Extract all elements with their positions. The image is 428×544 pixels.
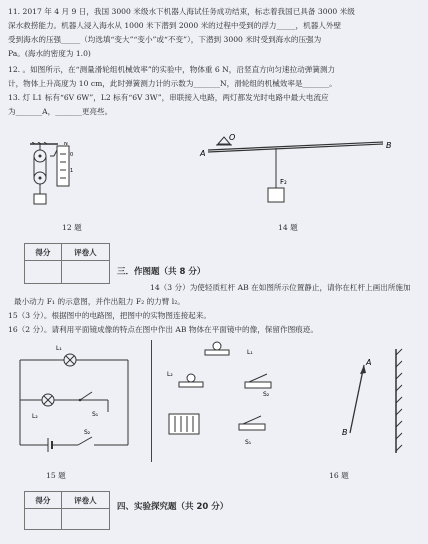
q14-line-2: 最小动力 F₁ 的示意图，并作出阻力 F₂ 的力臂 l₂。 (14, 297, 185, 306)
r15-s2-label: S₂ (263, 391, 270, 398)
ab-a-label: A (366, 358, 372, 367)
score-label-2: 得分 (25, 492, 62, 509)
reviewer-label-2: 评卷人 (61, 492, 109, 509)
pulley-figure (28, 142, 76, 214)
q11-line-4: Pa。(海水的密度为 1.0) (8, 49, 91, 58)
c15-l1-label: L₁ (56, 345, 62, 352)
section3-heading: 三．作图题（共 8 分） (117, 267, 206, 277)
pulley-n-label: N (64, 142, 68, 147)
q11-line-1: 11. 2017 年 4 月 9 日，我国 3000 米级水下机器人海试任务成功结束，标志着我国已具备 3000 米级 (8, 7, 355, 16)
fig14-caption: 14 题 (278, 223, 298, 232)
q12-line-1: 12. 。如图所示，在“测量滑轮组机械效率”的实验中，物体重 6 N，沿竖直方向匀速拉动弹簧测力 (8, 65, 336, 74)
mirror-figure (320, 345, 415, 460)
r15-l1-label: L₁ (247, 349, 253, 356)
fig15-caption: 15 题 (46, 471, 66, 480)
r15-l2-label: L₂ (167, 371, 173, 378)
c15-s1-label: S₁ (92, 411, 99, 418)
lever-a-label: A (200, 149, 206, 158)
lever-b-label: B (386, 141, 392, 150)
pulley-one-label: 1 (70, 168, 74, 174)
q11-line-2: 深水救捞能力。机器人浸入海水从 1000 米下潜到 2000 米的过程中受到的浮力_____，机器人外壁 (8, 21, 342, 30)
section4-heading: 四、实验探究题（共 20 分） (117, 502, 229, 512)
c15-s2-label: S₂ (84, 429, 91, 436)
fig16-caption: 16 题 (329, 471, 349, 480)
lever-figure (198, 132, 398, 214)
q16-text: 16（2 分）。请利用平面镜成像的特点在图中作出 AB 物体在平面镜中的像，保留作图痕迹。 (8, 325, 318, 334)
r15-s1-label: S₁ (245, 439, 252, 446)
reviewer-label: 评卷人 (61, 244, 109, 261)
ab-b-label: B (342, 428, 348, 437)
fig12-caption: 12 题 (62, 223, 82, 232)
score-box-2 (24, 491, 110, 530)
pulley-zero-label: 0 (70, 152, 74, 158)
score-box (24, 243, 110, 284)
c15-l2-label: L₂ (32, 413, 38, 420)
q14-line-1: 14（3 分）为使轻质杠杆 AB 在如图所示位置静止，请你在杠杆上画出所施加 (150, 283, 411, 292)
lever-o-label: O (229, 133, 236, 142)
figure-divider (151, 340, 152, 462)
q13-line-1: 13. 灯 L1 标有“6V 6W”，L2 标有“6V 3W”，串联接入电路，两灯都发光时电路中最大电流应 (8, 93, 329, 102)
q11-line-3: 受到海水的压强_____（均选填“变大”“变小”或“不变”），下潜到 3000 米时受到海水的压强为 (8, 35, 322, 44)
lever-f2-label: F₂ (280, 178, 287, 186)
components-figure (165, 340, 325, 460)
circuit-diagram (8, 340, 148, 460)
q12-line-2: 计，物体上升高度为 10 cm，此时弹簧测力计的示数为_______N，滑轮组的机械效率是_______。 (8, 79, 337, 88)
score-label: 得分 (25, 244, 62, 261)
q15-text: 15（3 分）。根据图中的电路图，把图中的实物图连接起来。 (8, 311, 211, 320)
q13-line-2: 为_______A，_______更亮些。 (8, 107, 113, 116)
